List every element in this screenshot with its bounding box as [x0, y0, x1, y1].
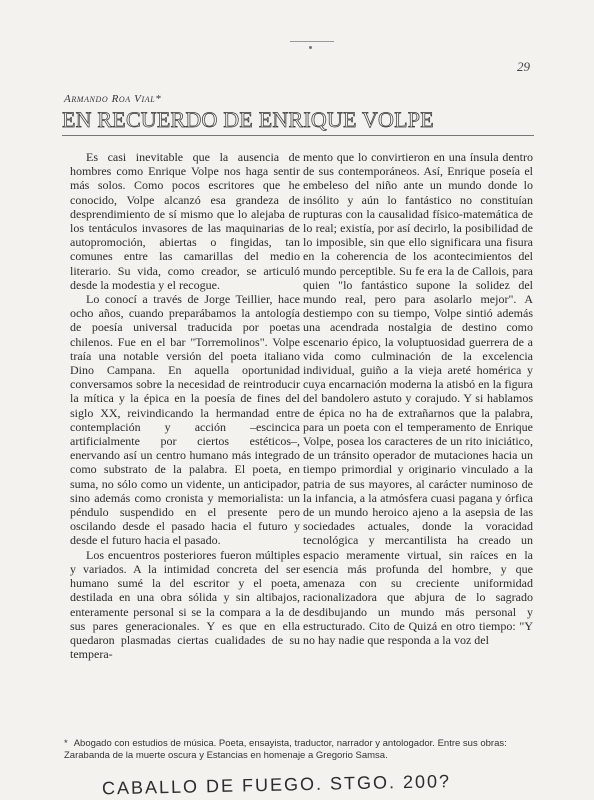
paragraph: Los encuentros posteriores fueron múltiples y variados. A la intimidad concreta del ser humano sumé la del escritor y el poeta, destilada en una obra sólida y sin altibajos, enteramente personal si se la compara a la de sus pares generacionales. Y es que en ella quedaron plasmadas ciertas cualidades de su tempera-	[70, 547, 300, 662]
footnote-text: Abogado con estudios de música. Poeta, ensayista, traductor, narrador y antologador. Entre sus obras: Zarabanda de la muerte oscura y Estancias en homenaje a Gregorio Samsa.	[64, 738, 507, 761]
handwritten-note: CABALLO DE FUEGO. STGO. 200?	[101, 771, 452, 799]
paragraph: Lo conocí a través de Jorge Teillier, hace ocho años, cuando preparábamos la antología de poesía universal traducida por poetas chilenos. Fue en el bar "Torremolinos". Volpe traía una notable versión del poeta italiano Dino Campana. En aquella oportunidad conversamos sobre la necesidad de reintroducir la mítica y la épica en la poesía de fines del siglo XX, reivindicando la hermandad entre contemplación y acción –escincica artificialmente por ciertos estéticos–, enervando así un centro humano más integrado como substrato de la palabra. El poeta, en suma, no sólo como un vidente, un anticipador, sino además como cronista y memorialista: un péndulo suspendido en el presente pero oscilando desde el pasado hacia el futuro y desde el futuro hacia el pasado.	[70, 292, 300, 548]
paragraph: mento que lo convirtieron en una ínsula dentro de sus contemporáneos. Así, Enrique poseía el embeleso del niño ante un mundo donde lo insólito y aún lo fantástico no constituían rupturas con la causalidad físico-matemática de lo real; existía, por así decirlo, la posibilidad de lo imposible, sin que ello significara una fisura en la coherencia de los acontecimientos del mundo perceptible. Su fe era la de Callois, para quien "lo fantástico supone la solidez del mundo real, pero para asolarlo mejor". A destiempo con su tiempo, Volpe sintió además una acendrada nostalgia de destino como escenario épico, la voluptuosidad guerrera de a vida como culminación de la excelencia individual, guiño a la vieja areté homérica y cuya encarnación moderna la atisbó en la figura del bandolero astuto y corajudo. Y si hablamos de épica no ha de extrañarnos que la palabra, para un poeta con el temperamento de Enrique Volpe, posea los caracteres de un rito iniciático, de un tránsito operador de mutaciones hacia un tiempo primordial y originario vinculado a la patria de sus mayores, al carácter numinoso de la infancia, a la atmósfera cuasi pagana y órfica de un mundo heroico ajeno a la asepsia de las sociedades actuales, donde la voracidad tecnológica y mercantilista ha creado un espacio meramente virtual, sin raíces en la esencia más profunda del hombre, y que amenaza con su creciente uniformidad racionalizadora que abjura de lo sagrado desdibujando un mundo más personal y estructurado. Cito de Quizá en otro tiempo: "Y no hay nadie que responda a la voz del	[303, 150, 533, 647]
title-underline	[62, 135, 534, 136]
paragraph: Es casi inevitable que la ausencia de hombres como Enrique Volpe nos haga sentir más solos. Como pocos escritores que he conocido, Volpe alcanzó esa grandeza de desprendimiento de sí mismo que lo alejaba de los tentáculos invasores de las maquinarias de autopromoción, abiertas o fingidas, tan comunes entre las camarillas del medio literario. Su vida, como creador, se articuló desde la modestia y el recogue.	[70, 150, 300, 292]
page-number: 29	[517, 59, 530, 74]
body-column-right	[303, 150, 533, 647]
footnote-mark: *	[64, 738, 68, 749]
top-ornament-rule	[290, 41, 334, 42]
body-column-left	[70, 150, 300, 661]
footnote	[64, 738, 539, 762]
article-title: EN RECUERDO DE ENRIQUE VOLPE	[62, 107, 434, 132]
top-ornament-dot	[309, 46, 312, 49]
article-author: Armando Roa Vial*	[64, 93, 162, 105]
